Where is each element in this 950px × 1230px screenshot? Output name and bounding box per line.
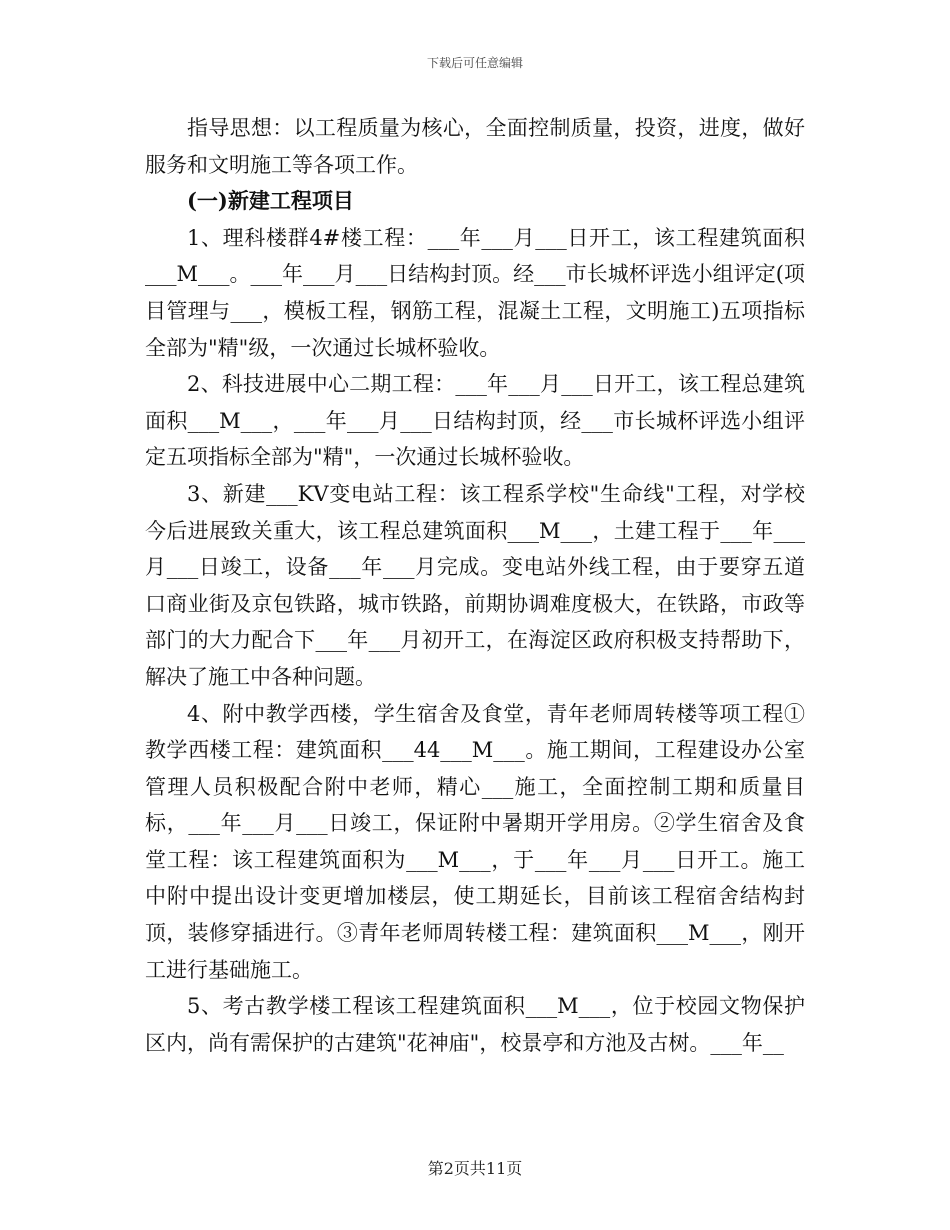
document-body	[145, 110, 805, 1061]
paragraph-item-3: 3、新建___KV变电站工程：该工程系学校"生命线"工程，对学校今后进展致关重大，该工程总建筑面积___M___，土建工程于___年___月___日竣工，设备___年___月完成。变电站外线工程，由于要穿五道口商业街及京包铁路，城市铁路，前期协调难度极大，在铁路，市政等部门的大力配合下___年___月初开工，在海淀区政府积极支持帮助下，解决了施工中各种问题。	[145, 481, 805, 689]
page-header: 下载后可任意编辑	[426, 56, 523, 70]
paragraph-item-4: 4、附中教学西楼，学生宿舍及食堂，青年老师周转楼等项工程①教学西楼工程：建筑面积___44___M___。施工期间，工程建设办公室管理人员积极配合附中老师，精心___施工，全面控制工期和质量目标，___年___月___日竣工，保证附中暑期开学用房。②学生宿舍及食堂工程：该工程建筑面积为___M___，于___年___月___日开工。施工中附中提出设计变更增加楼层，使工期延长，目前该工程宿舍结构封顶，装修穿插进行。③青年老师周转楼工程：建筑面积___M___，刚开工进行基础施工。	[145, 701, 805, 982]
paragraph-item-2: 2、科技进展中心二期工程：___年___月___日开工，该工程总建筑面积___M___，___年___月___日结构封顶，经___市长城杯评选小组评定五项指标全部为"精"，一次通过长城杯验收。	[145, 372, 805, 470]
page-footer: 第2页共11页	[427, 1159, 523, 1178]
paragraph-item-5: 5、考古教学楼工程该工程建筑面积___M___，位于校园文物保护区内，尚有需保护的古建筑"花神庙"，校景亭和方池及古树。___年__	[145, 994, 805, 1055]
section-heading: (一)新建工程项目	[187, 188, 354, 214]
paragraph-guiding-idea: 指导思想：以工程质量为核心，全面控制质量，投资，进度，做好服务和文明施工等各项工作。	[145, 116, 805, 177]
paragraph-item-1: 1、理科楼群4#楼工程：___年___月___日开工，该工程建筑面积___M___。___年___月___日结构封顶。经___市长城杯评选小组评定(项目管理与___，模板工程，钢筋工程，混凝土工程，文明施工)五项指标全部为"精"级，一次通过长城杯验收。	[145, 225, 805, 360]
